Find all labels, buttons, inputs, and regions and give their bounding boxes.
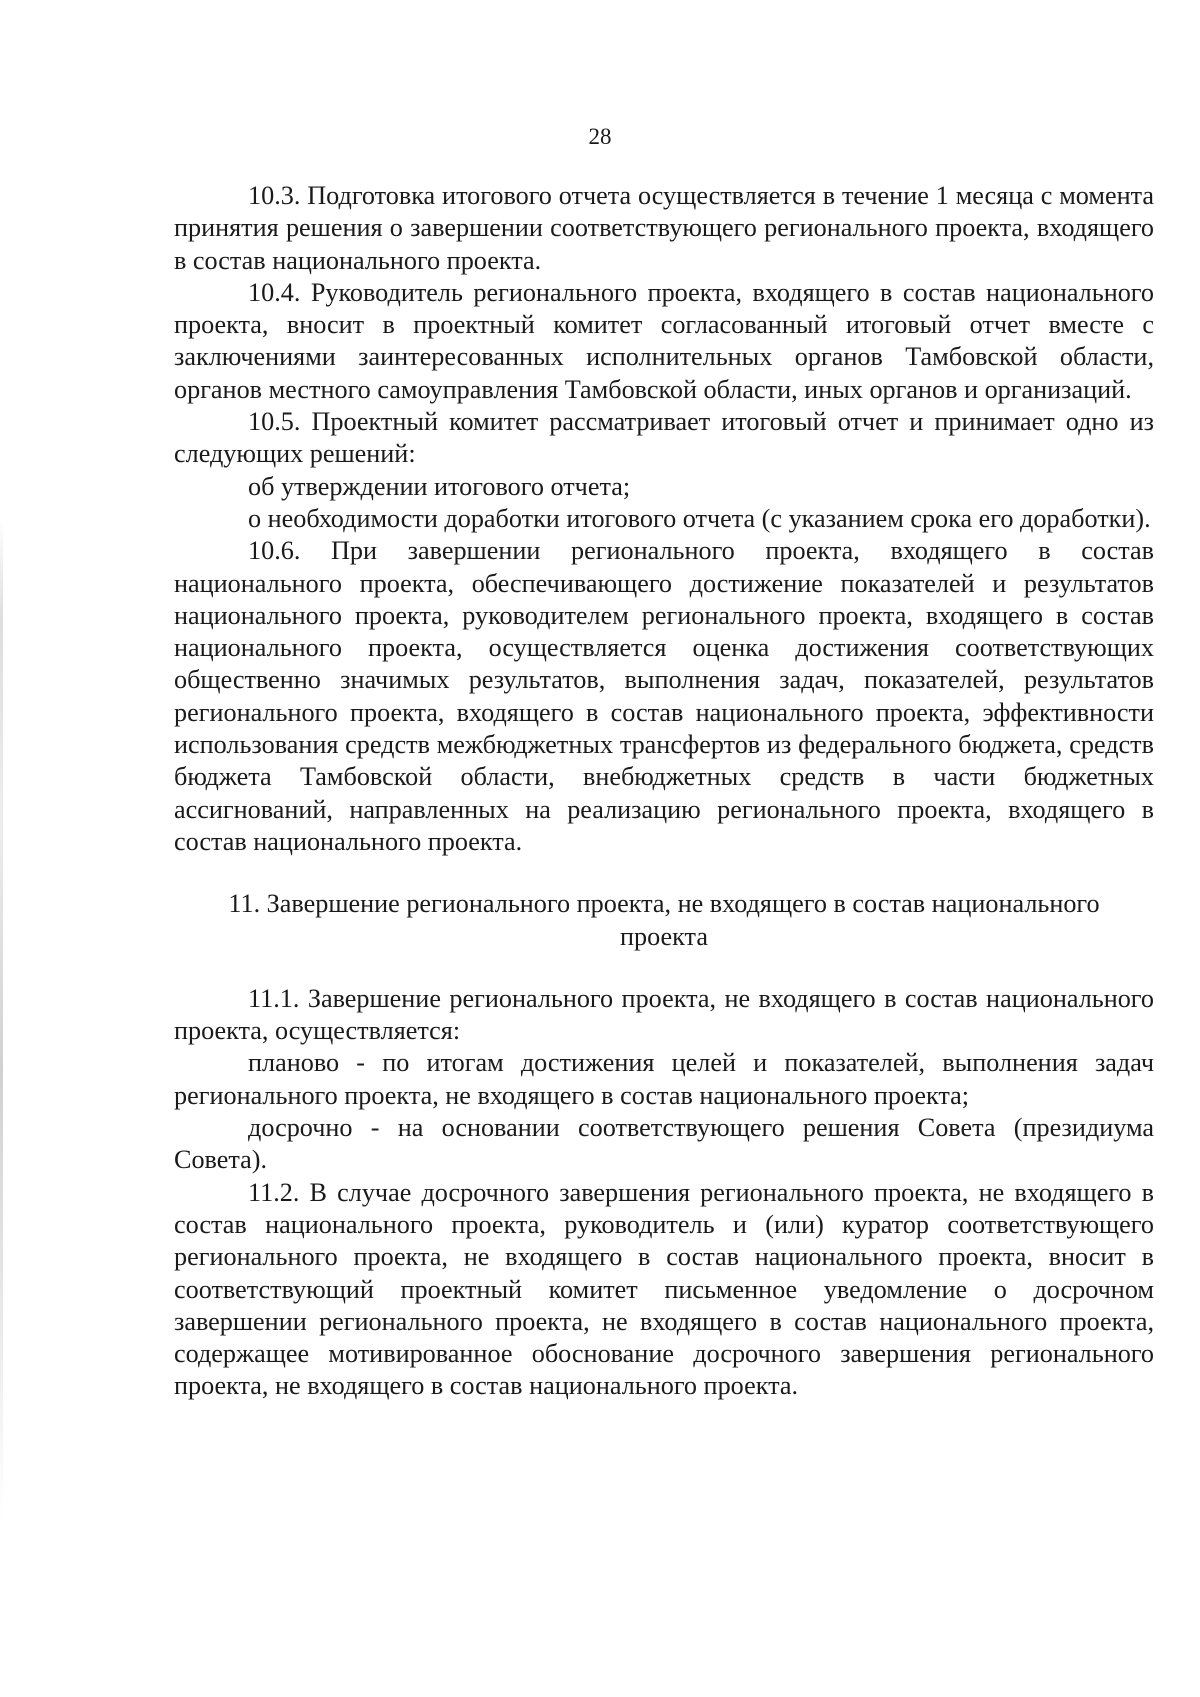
paragraph-option-approve: об утверждении итогового отчета; xyxy=(248,471,631,501)
paragraph-planned: планово - по итогам достижения целей и показателей, выполнения задач регионального проекта, не входящего в состав национального проекта; xyxy=(174,1048,1154,1110)
paragraph-11-2: 11.2. В случае досрочного завершения регионального проекта, не входящего в состав национального проекта, руководитель и (или) куратор соответствующего регионального проекта, не входящего в состав национального проекта, вносит в соответствующий проектный комитет письменное уведомление о досрочном завершении регионального проекта, не входящего в состав национального проекта, содержащее мотивированное обоснование досрочного завершения регионального проекта, не входящего в состав национального проекта. xyxy=(174,1177,1154,1401)
paragraph-10-3: 10.3. Подготовка итогового отчета осуществляется в течение 1 месяца с момента принятия решения о завершении соответствующего регионального проекта, входящего в состав национального проекта. xyxy=(174,181,1154,275)
section-heading: 11. Завершение регионального проекта, не входящего в состав национального проекта xyxy=(228,889,1100,951)
paragraph-10-5: 10.5. Проектный комитет рассматривает итоговый отчет и принимает одно из следующих решений: xyxy=(174,407,1154,469)
paragraph-10-6: 10.6. При завершении регионального проекта, входящего в состав национального проекта, обеспечивающего достижение показателей и результатов национального проекта, руководителем регионального проекта, входящего в состав национального проекта, осуществляется оценка достижения соответствующих общественно значимых результатов, выполнения задач, показателей, результатов регионального проекта, входящего в состав национального проекта, эффективности использования средств межбюджетных трансфертов из федерального бюджета, средств бюджета Тамбовской области, внебюджетных средств в части бюджетных ассигнований, направленных на реализацию регионального проекта, входящего в состав национального проекта. xyxy=(174,536,1154,856)
page-number: 28 xyxy=(588,124,612,149)
paragraph-11-1: 11.1. Завершение регионального проекта, не входящего в состав национального проекта, осуществляется: xyxy=(174,983,1154,1046)
paragraph-option-revise: о необходимости доработки итогового отчета (с указанием срока его доработки). xyxy=(248,503,1151,533)
scan-edge-shadow xyxy=(0,520,3,1520)
document-body xyxy=(174,180,1154,1403)
paragraph-early: досрочно - на основании соответствующего решения Совета (президиума Совета). xyxy=(174,1113,1154,1175)
paragraph-10-4: 10.4. Руководитель регионального проекта, входящего в состав национального проекта, вносит в проектный комитет согласованный итоговый отчет вместе с заключениями заинтересованных исполнительных органов Тамбовской области, органов местного самоуправления Тамбовской области, иных органов и организаций. xyxy=(174,277,1154,404)
